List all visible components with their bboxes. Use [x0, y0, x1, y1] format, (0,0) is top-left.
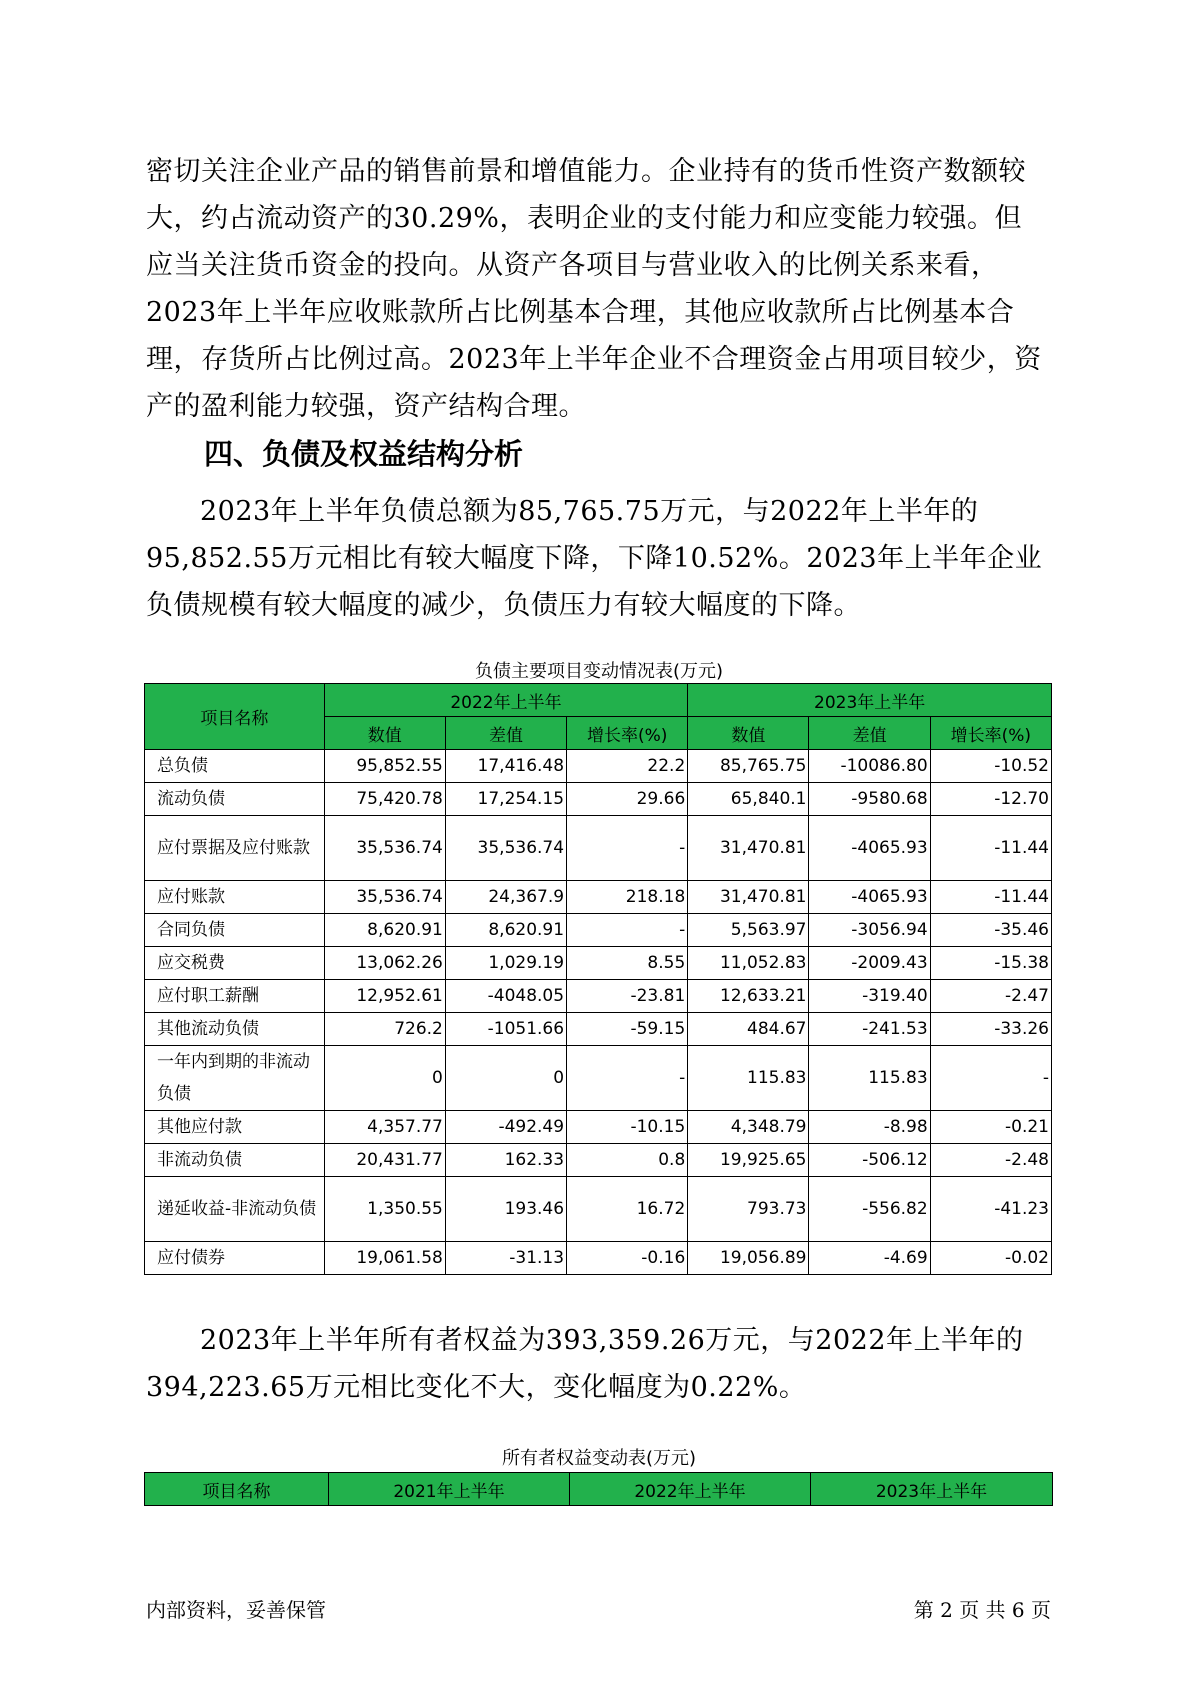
table-row	[145, 1177, 1052, 1242]
cell-growth-2023: -35.46	[930, 914, 1051, 947]
liability-paragraph: 2023年上半年负债总额为85,765.75万元，与2022年上半年的95,852.55万元相比有较大幅度下降，下降10.52%。2023年上半年企业负债规模有较大幅度的减少，负债压力有较大幅度的下降。	[146, 496, 1043, 621]
table-row	[145, 1242, 1052, 1275]
footer-page-number: 第 2 页 共 6 页	[913, 1598, 1051, 1622]
cell-value-2023: 85,765.75	[688, 750, 809, 783]
row-name: 应付账款	[145, 881, 325, 914]
cell-growth-2023: -0.02	[930, 1242, 1051, 1275]
cell-growth-2022: 16.72	[567, 1177, 688, 1242]
cell-diff-2023: -506.12	[809, 1144, 930, 1177]
cell-diff-2022: 8,620.91	[445, 914, 566, 947]
cell-value-2023: 31,470.81	[688, 881, 809, 914]
header-value-2022: 数值	[324, 717, 445, 750]
liability-table-caption: 负债主要项目变动情况表(万元)	[474, 661, 724, 682]
cell-growth-2022: 8.55	[567, 947, 688, 980]
header-period-2021: 2021年上半年	[329, 1473, 570, 1506]
header-growth-2023: 增长率(%)	[930, 717, 1051, 750]
cell-value-2023: 12,633.21	[688, 980, 809, 1013]
cell-value-2022: 8,620.91	[324, 914, 445, 947]
cell-growth-2022: 29.66	[567, 783, 688, 816]
equity-table	[144, 1472, 1053, 1506]
cell-growth-2022: -10.15	[567, 1111, 688, 1144]
header-value-2023: 数值	[688, 717, 809, 750]
cell-diff-2022: 17,416.48	[445, 750, 566, 783]
row-name: 非流动负债	[145, 1144, 325, 1177]
cell-diff-2022: -1051.66	[445, 1013, 566, 1046]
footer-confidential-note: 内部资料，妥善保管	[146, 1598, 326, 1622]
table-row	[145, 1144, 1052, 1177]
cell-growth-2022: 0.8	[567, 1144, 688, 1177]
cell-value-2023: 4,348.79	[688, 1111, 809, 1144]
cell-value-2022: 726.2	[324, 1013, 445, 1046]
cell-growth-2022: 22.2	[567, 750, 688, 783]
row-name: 合同负债	[145, 914, 325, 947]
cell-growth-2022: -0.16	[567, 1242, 688, 1275]
table-row	[145, 881, 1052, 914]
cell-diff-2022: -492.49	[445, 1111, 566, 1144]
table-row	[145, 1046, 1052, 1111]
cell-growth-2022: -	[567, 816, 688, 881]
table-row	[145, 914, 1052, 947]
table-row	[145, 750, 1052, 783]
cell-diff-2022: 17,254.15	[445, 783, 566, 816]
cell-diff-2022: 1,029.19	[445, 947, 566, 980]
cell-diff-2023: -556.82	[809, 1177, 930, 1242]
cell-value-2023: 11,052.83	[688, 947, 809, 980]
cell-growth-2023: -2.48	[930, 1144, 1051, 1177]
cell-growth-2023: -10.52	[930, 750, 1051, 783]
cell-growth-2022: -23.81	[567, 980, 688, 1013]
row-name: 应付票据及应付账款	[145, 816, 325, 881]
cell-value-2022: 95,852.55	[324, 750, 445, 783]
table-row	[145, 980, 1052, 1013]
cell-value-2022: 20,431.77	[324, 1144, 445, 1177]
cell-value-2022: 4,357.77	[324, 1111, 445, 1144]
row-name: 应付债券	[145, 1242, 325, 1275]
cell-diff-2023: -3056.94	[809, 914, 930, 947]
cell-value-2022: 35,536.74	[324, 881, 445, 914]
cell-value-2023: 65,840.1	[688, 783, 809, 816]
header-period-2022: 2022年上半年	[324, 684, 688, 717]
row-name: 一年内到期的非流动负债	[145, 1046, 325, 1111]
table-row	[145, 1111, 1052, 1144]
cell-diff-2023: -8.98	[809, 1111, 930, 1144]
cell-diff-2023: 115.83	[809, 1046, 930, 1111]
cell-growth-2023: -41.23	[930, 1177, 1051, 1242]
row-name: 总负债	[145, 750, 325, 783]
cell-growth-2022: -	[567, 1046, 688, 1111]
cell-diff-2023: -9580.68	[809, 783, 930, 816]
cell-diff-2023: -4.69	[809, 1242, 930, 1275]
header-diff-2022: 差值	[445, 717, 566, 750]
cell-growth-2023: -12.70	[930, 783, 1051, 816]
table-row	[145, 947, 1052, 980]
cell-growth-2023: -33.26	[930, 1013, 1051, 1046]
cell-value-2022: 12,952.61	[324, 980, 445, 1013]
cell-value-2023: 5,563.97	[688, 914, 809, 947]
row-name: 应付职工薪酬	[145, 980, 325, 1013]
cell-diff-2022: 162.33	[445, 1144, 566, 1177]
section-heading: 四、负债及权益结构分析	[204, 437, 524, 471]
cell-value-2023: 115.83	[688, 1046, 809, 1111]
cell-growth-2023: -15.38	[930, 947, 1051, 980]
cell-value-2022: 75,420.78	[324, 783, 445, 816]
row-name: 其他应付款	[145, 1111, 325, 1144]
cell-diff-2023: -4065.93	[809, 816, 930, 881]
cell-value-2023: 793.73	[688, 1177, 809, 1242]
cell-value-2023: 31,470.81	[688, 816, 809, 881]
row-name: 流动负债	[145, 783, 325, 816]
cell-diff-2023: -2009.43	[809, 947, 930, 980]
cell-value-2023: 484.67	[688, 1013, 809, 1046]
cell-growth-2023: -11.44	[930, 816, 1051, 881]
cell-diff-2023: -319.40	[809, 980, 930, 1013]
table-row	[145, 816, 1052, 881]
row-name: 应交税费	[145, 947, 325, 980]
cell-value-2022: 0	[324, 1046, 445, 1111]
table-row	[145, 1013, 1052, 1046]
cell-diff-2023: -4065.93	[809, 881, 930, 914]
cell-growth-2022: 218.18	[567, 881, 688, 914]
equity-paragraph: 2023年上半年所有者权益为393,359.26万元，与2022年上半年的394,223.65万元相比变化不大，变化幅度为0.22%。	[146, 1325, 1024, 1403]
cell-value-2023: 19,056.89	[688, 1242, 809, 1275]
equity-table-caption: 所有者权益变动表(万元)	[501, 1448, 697, 1469]
cell-growth-2022: -59.15	[567, 1013, 688, 1046]
table-row	[145, 783, 1052, 816]
cell-diff-2022: 0	[445, 1046, 566, 1111]
cell-diff-2022: 24,367.9	[445, 881, 566, 914]
row-name: 递延收益-非流动负债	[145, 1177, 325, 1242]
header-period-2023: 2023年上半年	[811, 1473, 1053, 1506]
cell-growth-2023: -11.44	[930, 881, 1051, 914]
cell-value-2022: 1,350.55	[324, 1177, 445, 1242]
cell-growth-2023: -0.21	[930, 1111, 1051, 1144]
cell-value-2022: 35,536.74	[324, 816, 445, 881]
cell-diff-2022: 193.46	[445, 1177, 566, 1242]
cell-growth-2023: -	[930, 1046, 1051, 1111]
cell-diff-2023: -241.53	[809, 1013, 930, 1046]
cell-diff-2022: -31.13	[445, 1242, 566, 1275]
row-name: 其他流动负债	[145, 1013, 325, 1046]
cell-value-2022: 19,061.58	[324, 1242, 445, 1275]
cell-value-2023: 19,925.65	[688, 1144, 809, 1177]
cell-growth-2023: -2.47	[930, 980, 1051, 1013]
intro-paragraph: 密切关注企业产品的销售前景和增值能力。企业持有的货币性资产数额较大，约占流动资产的30.29%，表明企业的支付能力和应变能力较强。但应当关注货币资金的投向。从资产各项目与营业收入的比例关系来看，2023年上半年应收账款所占比例基本合理，其他应收款所占比例基本合理，存货所占比例过高。2023年上半年企业不合理资金占用项目较少，资产的盈利能力较强，资产结构合理。	[146, 156, 1042, 422]
cell-value-2022: 13,062.26	[324, 947, 445, 980]
header-period-2023: 2023年上半年	[688, 684, 1052, 717]
cell-diff-2022: -4048.05	[445, 980, 566, 1013]
cell-diff-2022: 35,536.74	[445, 816, 566, 881]
header-item-name: 项目名称	[145, 1473, 329, 1506]
header-diff-2023: 差值	[809, 717, 930, 750]
header-growth-2022: 增长率(%)	[567, 717, 688, 750]
liability-table	[144, 683, 1052, 1275]
cell-growth-2022: -	[567, 914, 688, 947]
header-period-2022: 2022年上半年	[570, 1473, 811, 1506]
cell-diff-2023: -10086.80	[809, 750, 930, 783]
header-item-name: 项目名称	[145, 684, 325, 750]
